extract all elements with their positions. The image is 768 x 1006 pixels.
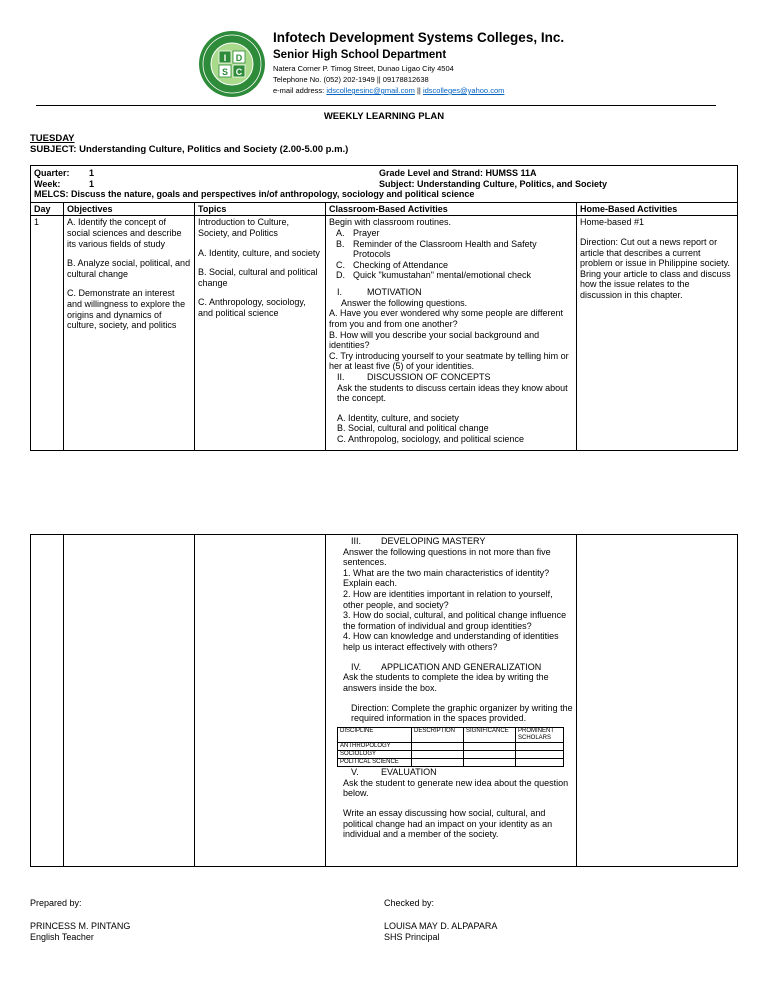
mastery-instruction: Answer the following questions in not more than five sentences. xyxy=(343,546,551,568)
quarter-value: 1 xyxy=(89,168,95,178)
discussion-item: B. Social, cultural and political change xyxy=(337,423,489,434)
organizer-header: DISCIPLINE xyxy=(338,727,412,742)
objectives-cell-empty xyxy=(64,535,195,867)
section-title: APPLICATION AND GENERALIZATION xyxy=(381,661,542,672)
logo-letter: D xyxy=(235,53,243,63)
home-activities-cell xyxy=(577,216,738,451)
section-number: V. xyxy=(351,767,359,778)
organizer-header: SIGNIFICANCE xyxy=(464,727,516,742)
item-text: Reminder of the Classroom Health and Safety Protocols xyxy=(353,238,537,260)
checked-by-role: SHS Principal xyxy=(384,932,440,942)
org-name: Infotech Development Systems Colleges, Inc. xyxy=(273,30,565,45)
section-number: I. xyxy=(337,287,343,298)
objective-item: A. Identify the concept of social sciences and describe its various fields of study xyxy=(67,217,182,249)
topic-item: Introduction to Culture, Society, and Politics xyxy=(198,217,290,239)
organizer-blank[interactable] xyxy=(516,742,564,750)
organizer-header: PROMINENT SCHOLARS xyxy=(516,727,564,742)
organizer-row-label: SOCIOLOGY xyxy=(338,750,412,758)
checked-by-label: Checked by: xyxy=(384,898,435,908)
prepared-by-label: Prepared by: xyxy=(30,898,82,908)
list-item xyxy=(329,239,573,260)
organizer-blank[interactable] xyxy=(412,759,464,767)
discussion-item: C. Anthropolog, sociology, and political science xyxy=(337,434,524,445)
objectives-cell xyxy=(64,216,195,451)
item-marker: B. xyxy=(336,238,345,249)
email-label: e-mail address: xyxy=(273,86,325,95)
organizer-row-label: ANTHROPOLOGY xyxy=(338,742,412,750)
objective-item: C. Demonstrate an interest and willingness to explore the origins and dynamics of culture, society, and politics xyxy=(67,288,186,331)
day-label: TUESDAY xyxy=(30,133,75,144)
section-number: III. xyxy=(351,536,362,546)
email-separator: || xyxy=(416,86,421,95)
logo-letter: C xyxy=(235,67,243,77)
section-title: MOTIVATION xyxy=(367,287,422,298)
organizer-blank[interactable] xyxy=(464,742,516,750)
routine-intro: Begin with classroom routines. xyxy=(329,217,452,228)
plan-title: WEEKLY LEARNING PLAN xyxy=(323,111,445,122)
home-direction: Direction: Cut out a news report or article that describes a current problem or issue in Philippine society. Bring your article to class and discuss how the issue relates to the discussion in this chapter. xyxy=(580,237,731,301)
topic-item: B. Social, cultural and political change xyxy=(198,267,318,288)
prepared-by-role: English Teacher xyxy=(30,932,94,942)
essay-prompt: Write an essay discussing how social, cultural, and political change had an impact on your identity as an individual and a member of the society. xyxy=(343,807,553,840)
organizer-blank[interactable] xyxy=(412,742,464,750)
organizer-blank[interactable] xyxy=(516,750,564,758)
learning-plan-table xyxy=(30,165,738,451)
motivation-question: C. Try introducing yourself to your seatmate by telling him or her at least five (5) of your identities. xyxy=(329,350,569,372)
organizer-row-label: POLITICAL SCIENCE xyxy=(338,759,412,767)
organizer-blank[interactable] xyxy=(516,759,564,767)
item-marker: C. xyxy=(336,259,345,270)
logo-letter: I xyxy=(223,53,227,63)
col-header-objectives: Objectives xyxy=(64,202,195,216)
plan-info xyxy=(31,166,738,203)
col-header-topics: Topics xyxy=(195,202,326,216)
item-text: Checking of Attendance xyxy=(353,259,449,270)
section-title: EVALUATION xyxy=(381,767,437,778)
organizer-blank[interactable] xyxy=(464,759,516,767)
learning-plan-table-continued xyxy=(30,534,738,867)
col-header-home: Home-Based Activities xyxy=(577,202,738,216)
motivation-instruction: Answer the following questions. xyxy=(341,297,468,308)
organizer-blank[interactable] xyxy=(412,750,464,758)
routine-list xyxy=(329,228,573,281)
topics-cell xyxy=(195,216,326,451)
item-marker: A. xyxy=(336,228,345,239)
col-header-day: Day xyxy=(31,202,64,216)
col-header-classroom: Classroom-Based Activities xyxy=(326,202,577,216)
topics-cell-empty xyxy=(195,535,326,867)
evaluation-instruction: Ask the student to generate new idea about the question below. xyxy=(343,777,569,799)
section-heading xyxy=(343,662,573,673)
section-title: DEVELOPING MASTERY xyxy=(381,536,486,546)
motivation-question: A. Have you ever wondered why some people are different from you and from one another? xyxy=(329,308,563,329)
item-marker: D. xyxy=(336,270,345,281)
mastery-question: 3. How do social, cultural, and political change influence the formation of individual and group identities? xyxy=(343,610,567,631)
prepared-by-name: PRINCESS M. PINTANG xyxy=(30,921,131,931)
classroom-activities-cell xyxy=(326,216,577,451)
school-logo xyxy=(198,30,266,98)
home-title: Home-based #1 xyxy=(580,217,645,228)
mastery-question: 4. How can knowledge and understanding of identities help us interact effectively with others? xyxy=(343,631,559,653)
day-cell-empty xyxy=(31,535,64,867)
list-item xyxy=(329,270,573,281)
discussion-item: A. Identity, culture, and society xyxy=(337,412,459,423)
section-number: IV. xyxy=(351,661,362,672)
address: Natera Corner P. Timog Street, Dunao Ligao City 4504 xyxy=(273,64,454,73)
list-item xyxy=(329,228,573,239)
telephone: Telephone No. (052) 202-1949 || 09178812638 xyxy=(273,75,429,84)
graphic-organizer xyxy=(337,727,564,767)
home-activities-cell-empty xyxy=(577,535,738,867)
email-line xyxy=(273,87,504,96)
logo-letter: S xyxy=(221,67,229,77)
application-instruction: Ask the students to complete the idea by writing the answers inside the box. xyxy=(343,672,549,693)
motivation-question: B. How will you describe your social background and identities? xyxy=(329,329,540,351)
week-value: 1 xyxy=(89,178,95,189)
email-link-gmail[interactable]: idscollegesinc@gmail.com xyxy=(326,86,415,95)
section-heading xyxy=(329,287,573,298)
department-name: Senior High School Department xyxy=(273,49,447,61)
list-item xyxy=(329,260,573,271)
discussion-instruction: Ask the students to discuss certain ideas they know about the concept. xyxy=(337,382,568,404)
grade-strand: Grade Level and Strand: HUMSS 11A xyxy=(379,168,537,178)
checked-by-name: LOUISA MAY D. ALPAPARA xyxy=(384,921,498,931)
section-title: DISCUSSION OF CONCEPTS xyxy=(367,371,491,382)
header-divider xyxy=(36,105,716,106)
topic-item: A. Identity, culture, and society xyxy=(198,247,320,258)
section-heading xyxy=(343,536,573,547)
topic-item: C. Anthropology, sociology, and political science xyxy=(198,297,306,319)
classroom-activities-cell xyxy=(326,535,577,867)
item-text: Prayer xyxy=(353,228,380,239)
mastery-question: 1. What are the two main characteristics of identity? Explain each. xyxy=(343,567,550,589)
subject: Subject: Understanding Culture, Politics, and Society xyxy=(379,178,608,189)
item-text: Quick "kumustahan" mental/emotional check xyxy=(353,270,531,281)
section-heading xyxy=(329,372,573,383)
objective-item: B. Analyze social, political, and cultural change xyxy=(67,258,191,279)
organizer-header: DESCRIPTION xyxy=(412,727,464,742)
section-number: II. xyxy=(337,371,345,382)
subject-line: SUBJECT: Understanding Culture, Politics and Society (2.00-5.00 p.m.) xyxy=(30,144,349,155)
organizer-blank[interactable] xyxy=(464,750,516,758)
week-label: Week: xyxy=(34,178,61,189)
day-number: 1 xyxy=(31,216,64,451)
mastery-question: 2. How are identities important in relation to yourself, other people, and society? xyxy=(343,589,553,610)
organizer-direction: Direction: Complete the graphic organizer by writing the required information in the spaces provided. xyxy=(351,702,573,724)
quarter-label: Quarter: xyxy=(34,168,70,178)
melcs: MELCS: Discuss the nature, goals and perspectives in/of anthropology, sociology and political science xyxy=(34,189,475,200)
section-heading xyxy=(343,767,573,778)
email-link-yahoo[interactable]: idscolleges@yahoo.com xyxy=(422,86,505,95)
